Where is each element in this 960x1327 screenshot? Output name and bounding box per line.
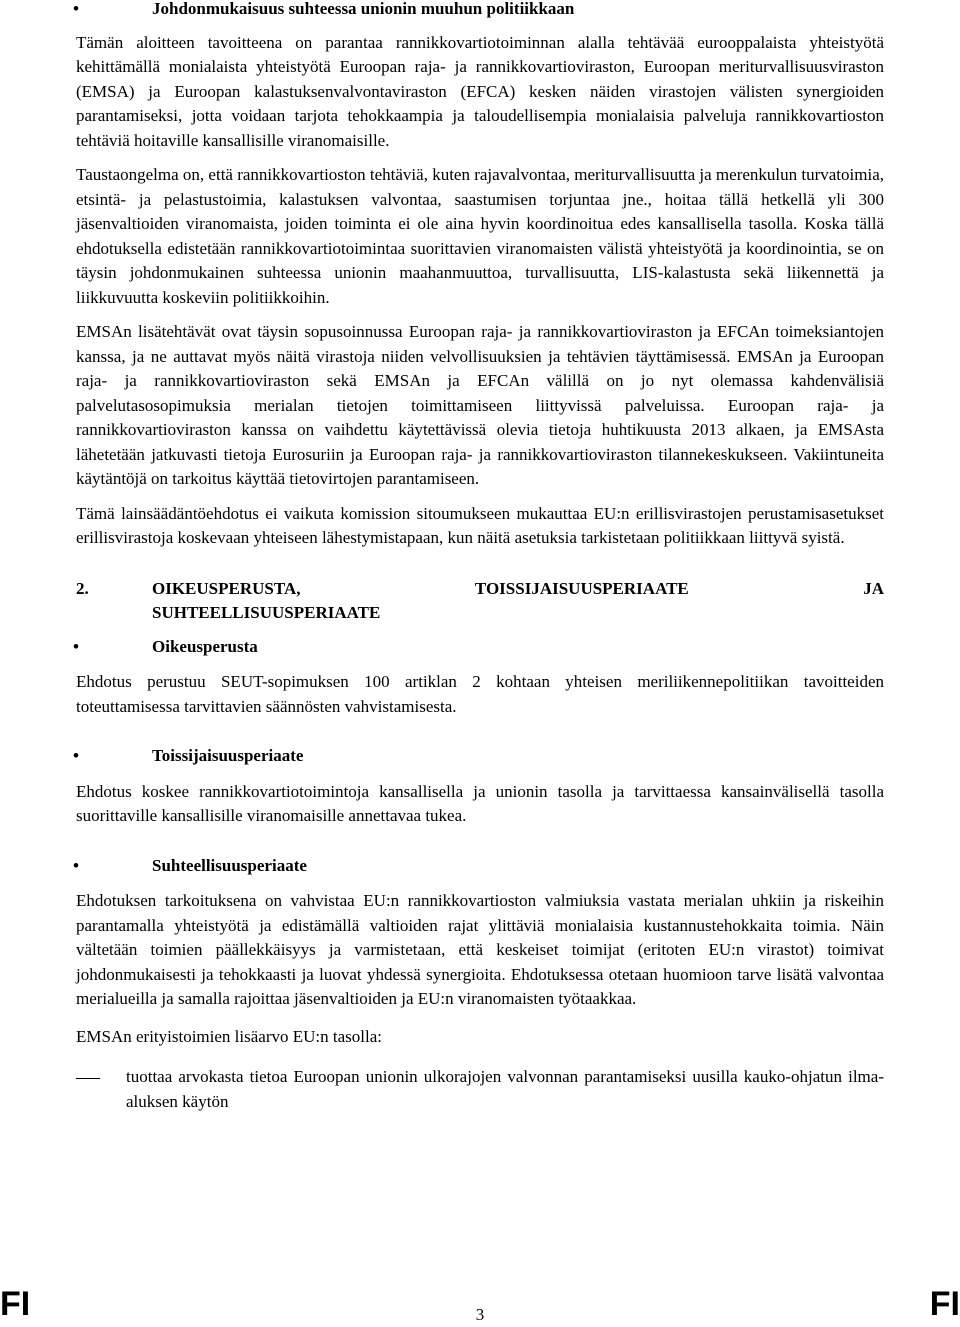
bullet-icon: •: [73, 855, 79, 875]
dash-marker: [0, 1065, 126, 1114]
dash-list-item-text: tuottaa arvokasta tietoa Euroopan unionin ulkorajojen valvonnan parantamiseksi uusilla kauko-ohjatun ilma-aluksen käytön: [126, 1067, 884, 1111]
heading-legal-basis: [0, 635, 884, 660]
section-2-title-part1: OIKEUSPERUSTA,: [152, 578, 301, 598]
heading-proportionality-text: Suhteellisuusperiaate: [152, 855, 307, 875]
section-2-title-part2: TOISSIJAISUUSPERIAATE: [474, 578, 689, 598]
paragraph-subsidiarity: Ehdotus koskee rannikkovartiotoimintoja kansallisella ja unionin tasolla ja tarvittaessa kansainvälisellä tasolla suorittaville kansallisille viranomaisille annettavaa tukea.: [76, 781, 884, 825]
section-2-title-part3: JA: [863, 578, 884, 598]
section-2-title-line2: SUHTEELLISUUSPERIAATE: [152, 602, 381, 622]
footer-language-right: FI: [929, 1285, 960, 1323]
paragraph-consistency-4: Tämä lainsäädäntöehdotus ei vaikuta komission sitoumukseen mukauttaa EU:n erillisvirastojen perustamisasetukset erillisvirastoja koskevaan yhteiseen lähestymistapaan, kun näitä asetuksia tarkistetaan politiikkaan liittyvä syistä.: [76, 503, 884, 547]
paragraph-proportionality: Ehdotuksen tarkoituksena on vahvistaa EU:n rannikkovartioston valmiuksia vastata merialan uhkiin ja riskeihin parantamalla yhteistyötä ja edistämällä valtioiden rajat ylittäviä monialaisia kustannustehokkaita toimia. Näin vältetään toimien päällekkäisyys ja varmistetaan, että keskeiset toimijat (eritoten EU:n virastot) toimivat johdonmukaisesti ja tehokkaasti ja luovat yhdessä synergioita. Ehdotuksessa otetaan huomioon tarve lisätä valvontaa merialueilla ja samalla rajoittaa jäsenvaltioiden ja EU:n viranomaisten työtaakkaa.: [76, 891, 884, 1008]
footer-page-number: 3: [475, 1305, 485, 1324]
bullet-icon: •: [73, 746, 79, 765]
section-2-heading: [76, 577, 884, 625]
dash-list-item: [76, 1065, 884, 1114]
footer-language-left: FI: [0, 1285, 31, 1323]
document-body: [73, 0, 884, 1114]
heading-legal-basis-text: Oikeusperusta: [152, 636, 258, 656]
bullet-icon: •: [73, 636, 79, 656]
paragraph-consistency-1: Tämän aloitteen tavoitteena on parantaa rannikkovartiotoiminnan alalla tehtävää eurooppalaista yhteistyötä kehittämällä monialaista yhteistyötä Euroopan raja- ja rannikkovartioviraston, Euroopan meriturvallisuusviraston (EMSA) ja Euroopan kalastuksenvalvontaviraston (EFCA) kesken näiden virastojen välisten synergioiden parantamiseksi, jotta voidaan tarjota tehokkaampia ja taloudellisempia monialaisia palveluja rannikkovartioston tehtäviä hoitaville kansallisille viranomaisille.: [76, 32, 884, 150]
heading-consistency-text: Johdonmukaisuus suhteessa unionin muuhun politiikkaan: [152, 0, 575, 18]
paragraph-legal-basis: Ehdotus perustuu SEUT-sopimuksen 100 artiklan 2 kohtaan yhteisen meriliikennepolitiikan tavoitteiden toteuttamisessa tarvittavien säännösten vahvistamisesta.: [76, 672, 884, 716]
heading-consistency: [0, 0, 884, 22]
paragraph-emsa-added-value: EMSAn erityistoimien lisäarvo EU:n tasolla:: [76, 1026, 382, 1046]
paragraph-consistency-2: Taustaongelma on, että rannikkovartioston tehtäviä, kuten rajavalvontaa, meriturvallisuutta ja merenkulun turvatoimia, etsintä- ja pelastustoimia, kalastuksen valvontaa, saastumisen torjuntaa jne., hoitaa tällä hetkellä yli 300 jäsenvaltioiden viranomaista, joiden toiminta ei ole aina hyvin koordinoitua edes kansallisella tasolla. Koska tällä ehdotuksella edistetään rannikkovartiotoimintaa suorittavien viranomaisten välistä yhteistyötä ja koordinointia, se on täysin johdonmukainen suhteessa unionin maahanmuuttoa, turvallisuutta, LIS-kalastusta sekä liikennettä ja liikkuvuutta koskeviin politiikkoihin.: [76, 165, 884, 307]
section-2-title: [152, 577, 884, 625]
bullet-icon: •: [73, 0, 79, 18]
heading-proportionality: [0, 854, 884, 879]
paragraph-consistency-3: EMSAn lisätehtävät ovat täysin sopusoinnussa Euroopan raja- ja rannikkovartioviraston ja EFCAn toimeksiantojen kanssa, ja ne auttavat myös näitä virastoja niiden velvollisuuksien ja tehtävien täyttämisessä. EMSAn ja Euroopan raja- ja rannikkovartioviraston sekä EMSAn ja EFCAn välillä on jo nyt olemassa kahdenvälisiä palvelutasosopimuksia merialan tietojen toimittamiseen liittyvissä palveluissa. Euroopan raja- ja rannikkovartioviraston kanssa on vaihdettu käytettävissä olevia tietoja huhtikuusta 2013 alkaen, ja EMSAsta lähetetään jatkuvasti tietoja Eurosuriin ja Euroopan raja- ja rannikkovartioviraston tilannekeskukseen. Vakiintuneita käytäntöjä on tarkoitus käyttää tietovirtojen parantamiseen.: [76, 322, 884, 488]
section-2-number: 2.: [76, 578, 89, 598]
heading-subsidiarity: [0, 744, 884, 769]
heading-subsidiarity-text: Toissijaisuusperiaate: [152, 746, 304, 765]
